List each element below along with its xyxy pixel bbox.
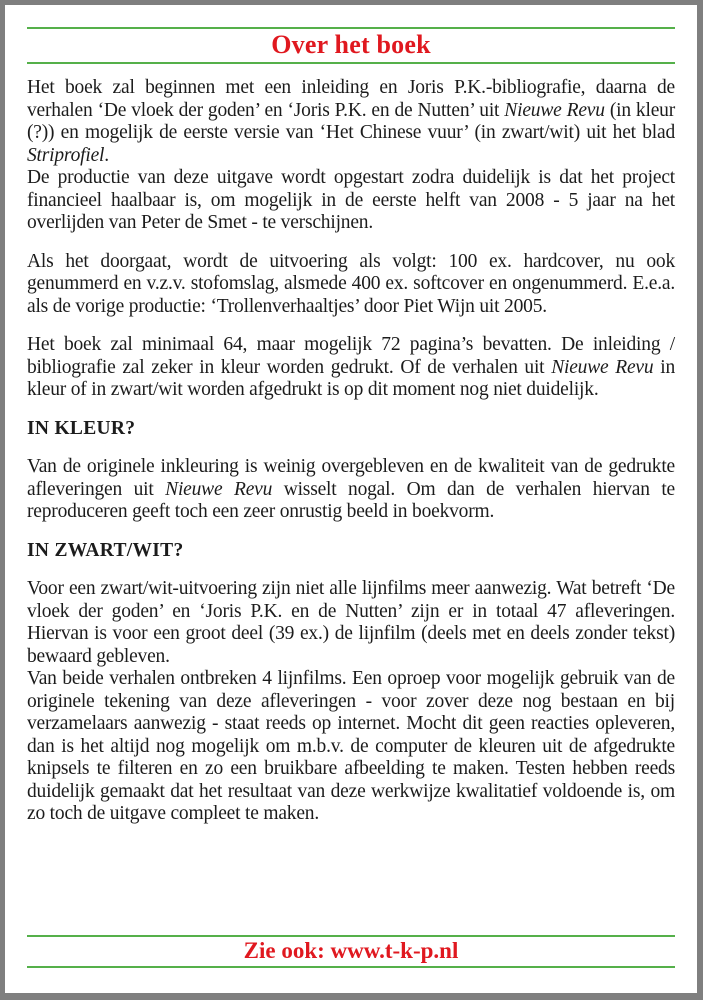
text-run: Van de originele inkleuring is weinig overgebleven en de kwaliteit van de gedrukte afleveringen uit [27, 456, 675, 500]
text-run: IN KLEUR? [27, 417, 136, 439]
page-title: Over het boek [271, 30, 431, 59]
paragraph [27, 668, 675, 826]
footer-text [27, 937, 675, 966]
page [5, 5, 697, 993]
footer-website-link[interactable]: www.t-k-p.nl [330, 938, 459, 963]
section-heading [27, 418, 675, 441]
text-run: Als het doorgaat, wordt de uitvoering als volgt: 100 ex. hardcover, nu ook genummerd en v.z.v. stofomslag, alsmede 400 ex. softcover en ongenummerd. E.e.a. als de vorige productie: ‘Trollenverhaaltjes’ door Piet Wijn uit 2005. [27, 250, 675, 317]
text-run: De productie van deze uitgave wordt opgestart zodra duidelijk is dat het project financieel haalbaar is, om mogelijk in de eerste helft van 2008 - 5 jaar na het overlijden van Peter de Smet - te verschijnen. [27, 167, 675, 233]
paragraph [27, 77, 675, 167]
paragraph [27, 456, 675, 524]
page-footer [27, 935, 675, 968]
paragraph [27, 578, 675, 668]
text-run: Van beide verhalen ontbreken 4 lijnfilms. Een oproep voor mogelijk gebruik van de originele tekening van deze afleveringen - voor zover deze nog bestaan en bij verzamelaars aanwezig - staat reeds op internet. Mocht dit geen reacties opleveren, dan is het altijd nog mogelijk om m.b.v. de computer de kleuren uit de afgedrukte knipsels te filteren en zo een bruikbare afbeelding te maken. Testen hebben reeds duidelijk gemaakt dat het resultaat van deze werkwijze kwalitatief voldoende is, om zo toch de uitgave compleet te maken. [27, 668, 675, 824]
text-run: Voor een zwart/wit-uitvoering zijn niet alle lijnfilms meer aanwezig. Wat betreft ‘De vloek der goden’ en ‘Joris P.K. en de Nutten’ zijn er in totaal 47 afleveringen. Hiervan is voor een groot deel (39 ex.) de lijnfilm (deels met en deels zonder tekst) bewaard gebleven. [27, 578, 675, 667]
text-run: IN ZWART/WIT? [27, 539, 184, 561]
section-heading [27, 540, 675, 563]
body-text [27, 77, 675, 826]
text-run: (in kleur (?)) en mogelijk de eerste versie van ‘Het Chinese vuur’ (in zwart/wit) uit het blad [27, 99, 675, 143]
italic-text-run: Nieuwe Revu [551, 356, 654, 378]
italic-text-run: Nieuwe Revu [165, 478, 273, 500]
paragraph [27, 251, 675, 319]
page-content [27, 27, 675, 826]
page-header [27, 27, 675, 64]
footer-label: Zie ook: [243, 938, 331, 963]
paragraph [27, 334, 675, 402]
text-run: in kleur of in zwart/wit worden afgedrukt is op dit moment nog niet duidelijk. [27, 356, 675, 400]
text-run: . [104, 144, 109, 166]
text-run: Het boek zal beginnen met een inleiding en Joris P.K.-bibliografie, daarna de verhalen ‘De vloek der goden’ en ‘Joris P.K. en de Nutten’ uit [27, 77, 675, 121]
text-run: Het boek zal minimaal 64, maar mogelijk 72 pagina’s bevatten. De inleiding / bibliografie zal zeker in kleur worden gedrukt. Of de verhalen uit [27, 334, 675, 378]
italic-text-run: Nieuwe Revu [504, 99, 605, 121]
italic-text-run: Striprofiel [27, 144, 105, 166]
paragraph [27, 167, 675, 235]
text-run: wisselt nogal. Om dan de verhalen hiervan te reproduceren geeft toch een zeer onrustig beeld in boekvorm. [27, 478, 675, 522]
